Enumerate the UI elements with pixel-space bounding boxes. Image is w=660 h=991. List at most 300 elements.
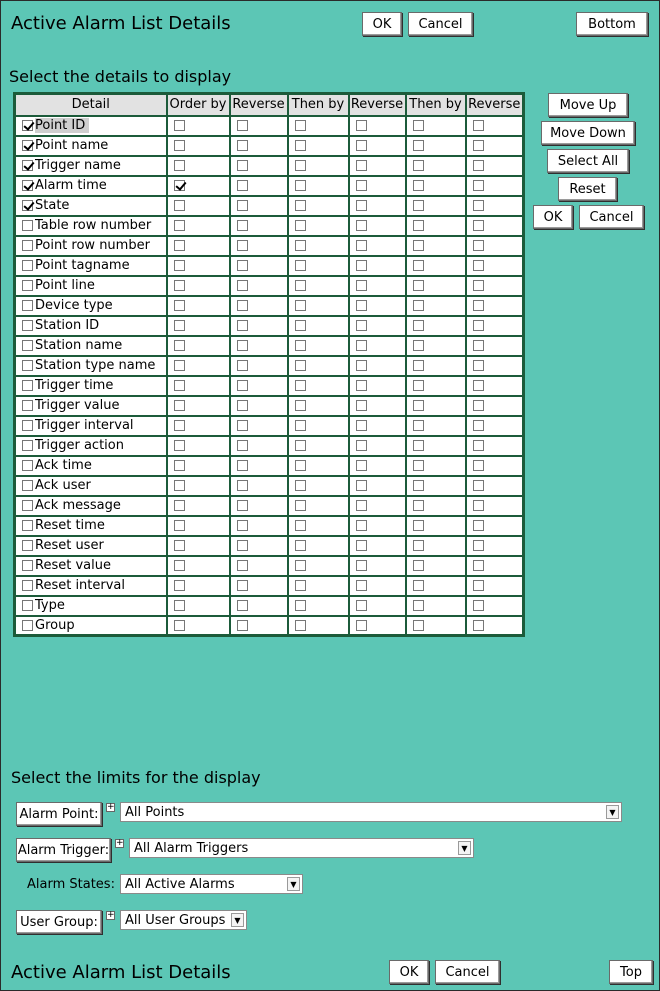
order-by-checkbox[interactable] <box>174 400 185 411</box>
then-by-2-checkbox[interactable] <box>413 180 424 191</box>
detail-checkbox[interactable] <box>22 120 33 131</box>
detail-cell <box>15 216 167 236</box>
detail-row <box>15 336 524 356</box>
reverse-3-checkbox[interactable] <box>473 460 484 471</box>
ok-button-bottom[interactable]: OK <box>389 960 429 984</box>
then-by-2-checkbox[interactable] <box>413 240 424 251</box>
reverse-3-checkbox[interactable] <box>473 440 484 451</box>
then-by-1-cell <box>288 176 349 196</box>
reverse-1-checkbox[interactable] <box>237 320 248 331</box>
reverse-2-checkbox[interactable] <box>356 380 367 391</box>
reverse-1-checkbox[interactable] <box>237 160 248 171</box>
plus-icon[interactable]: + <box>107 910 115 920</box>
cancel-button-bottom[interactable]: Cancel <box>435 960 500 984</box>
reverse-3-cell <box>466 556 524 576</box>
user-group-button[interactable]: User Group: <box>16 910 102 934</box>
reverse-1-checkbox[interactable] <box>237 220 248 231</box>
order-by-cell <box>167 216 230 236</box>
then-by-1-checkbox[interactable] <box>295 500 306 511</box>
order-by-cell <box>167 476 230 496</box>
order-by-checkbox[interactable] <box>174 600 185 611</box>
reverse-2-checkbox[interactable] <box>356 300 367 311</box>
reverse-1-checkbox[interactable] <box>237 500 248 511</box>
detail-label: Station type name <box>35 358 156 373</box>
detail-label: Alarm time <box>35 178 107 193</box>
reverse-3-checkbox[interactable] <box>473 580 484 591</box>
then-by-2-checkbox[interactable] <box>413 120 424 131</box>
then-by-1-checkbox[interactable] <box>295 240 306 251</box>
reverse-2-checkbox[interactable] <box>356 440 367 451</box>
order-by-checkbox[interactable] <box>174 380 185 391</box>
order-by-checkbox[interactable] <box>174 300 185 311</box>
order-by-checkbox[interactable] <box>174 580 185 591</box>
reverse-1-checkbox[interactable] <box>237 620 248 631</box>
reverse-3-checkbox[interactable] <box>473 480 484 491</box>
reverse-1-checkbox[interactable] <box>237 420 248 431</box>
reverse-2-checkbox[interactable] <box>356 120 367 131</box>
column-header-reverse-2: Reverse <box>349 94 406 116</box>
detail-label: Trigger value <box>35 398 120 413</box>
then-by-1-cell <box>288 616 349 636</box>
then-by-2-cell <box>406 516 466 536</box>
reverse-1-checkbox[interactable] <box>237 120 248 131</box>
reverse-1-checkbox[interactable] <box>237 560 248 571</box>
detail-checkbox[interactable] <box>22 340 33 351</box>
reverse-3-cell <box>466 596 524 616</box>
detail-cell <box>15 136 167 156</box>
reverse-2-checkbox[interactable] <box>356 200 367 211</box>
order-by-checkbox[interactable] <box>174 240 185 251</box>
detail-checkbox[interactable] <box>22 620 33 631</box>
reverse-2-cell <box>349 476 406 496</box>
reverse-2-cell <box>349 356 406 376</box>
detail-checkbox[interactable] <box>22 420 33 431</box>
detail-cell <box>15 356 167 376</box>
reverse-1-cell <box>230 436 288 456</box>
order-by-checkbox[interactable] <box>174 140 185 151</box>
detail-row <box>15 216 524 236</box>
reverse-3-cell <box>466 456 524 476</box>
reverse-3-checkbox[interactable] <box>473 400 484 411</box>
then-by-2-checkbox[interactable] <box>413 220 424 231</box>
reverse-2-cell <box>349 236 406 256</box>
detail-checkbox[interactable] <box>22 300 33 311</box>
order-by-cell <box>167 536 230 556</box>
reverse-1-cell <box>230 276 288 296</box>
reverse-2-checkbox[interactable] <box>356 400 367 411</box>
order-by-cell <box>167 356 230 376</box>
detail-row <box>15 596 524 616</box>
reverse-1-checkbox[interactable] <box>237 300 248 311</box>
order-by-checkbox[interactable] <box>174 500 185 511</box>
user-group-value: All User Groups <box>125 912 226 928</box>
alarm-trigger-value: All Alarm Triggers <box>134 840 249 856</box>
reverse-2-checkbox[interactable] <box>356 180 367 191</box>
reverse-3-cell <box>466 116 524 136</box>
detail-cell <box>15 196 167 216</box>
reverse-2-cell <box>349 276 406 296</box>
then-by-2-checkbox[interactable] <box>413 200 424 211</box>
order-by-checkbox[interactable] <box>174 180 185 191</box>
reverse-3-checkbox[interactable] <box>473 600 484 611</box>
reverse-1-checkbox[interactable] <box>237 340 248 351</box>
top-button[interactable]: Top <box>609 960 653 984</box>
detail-row <box>15 416 524 436</box>
reverse-2-checkbox[interactable] <box>356 360 367 371</box>
then-by-2-checkbox[interactable] <box>413 160 424 171</box>
reverse-3-checkbox[interactable] <box>473 420 484 431</box>
reverse-3-checkbox[interactable] <box>473 380 484 391</box>
alarm-states-select[interactable] <box>120 874 303 894</box>
detail-cell <box>15 256 167 276</box>
then-by-2-checkbox[interactable] <box>413 540 424 551</box>
reverse-1-cell <box>230 356 288 376</box>
then-by-2-cell <box>406 436 466 456</box>
alarm-trigger-select[interactable] <box>129 838 474 858</box>
detail-cell <box>15 416 167 436</box>
order-by-checkbox[interactable] <box>174 540 185 551</box>
detail-checkbox[interactable] <box>22 320 33 331</box>
reverse-3-checkbox[interactable] <box>473 300 484 311</box>
then-by-1-checkbox[interactable] <box>295 160 306 171</box>
then-by-1-checkbox[interactable] <box>295 260 306 271</box>
then-by-2-cell <box>406 456 466 476</box>
then-by-1-cell <box>288 596 349 616</box>
reverse-2-checkbox[interactable] <box>356 460 367 471</box>
order-by-checkbox[interactable] <box>174 160 185 171</box>
reverse-2-checkbox[interactable] <box>356 560 367 571</box>
order-by-cell <box>167 596 230 616</box>
detail-checkbox[interactable] <box>22 440 33 451</box>
reverse-1-cell <box>230 556 288 576</box>
detail-label: Point name <box>35 138 109 153</box>
order-by-checkbox[interactable] <box>174 120 185 131</box>
then-by-1-checkbox[interactable] <box>295 400 306 411</box>
order-by-checkbox[interactable] <box>174 620 185 631</box>
bottom-button[interactable]: Bottom <box>576 12 648 36</box>
reverse-2-cell <box>349 336 406 356</box>
then-by-1-checkbox[interactable] <box>295 600 306 611</box>
then-by-2-cell <box>406 196 466 216</box>
reverse-1-cell <box>230 456 288 476</box>
reverse-2-cell <box>349 156 406 176</box>
then-by-1-checkbox[interactable] <box>295 520 306 531</box>
reverse-3-checkbox[interactable] <box>473 220 484 231</box>
then-by-1-cell <box>288 576 349 596</box>
reverse-3-checkbox[interactable] <box>473 240 484 251</box>
reverse-1-checkbox[interactable] <box>237 520 248 531</box>
detail-label: Reset value <box>35 558 111 573</box>
order-by-checkbox[interactable] <box>174 520 185 531</box>
then-by-2-cell <box>406 556 466 576</box>
then-by-2-checkbox[interactable] <box>413 580 424 591</box>
then-by-1-cell <box>288 196 349 216</box>
reverse-1-checkbox[interactable] <box>237 440 248 451</box>
order-by-checkbox[interactable] <box>174 220 185 231</box>
order-by-cell <box>167 456 230 476</box>
then-by-1-checkbox[interactable] <box>295 220 306 231</box>
reverse-3-checkbox[interactable] <box>473 140 484 151</box>
then-by-2-checkbox[interactable] <box>413 620 424 631</box>
detail-checkbox[interactable] <box>22 460 33 471</box>
reverse-1-checkbox[interactable] <box>237 360 248 371</box>
then-by-2-checkbox[interactable] <box>413 440 424 451</box>
detail-checkbox[interactable] <box>22 400 33 411</box>
detail-row <box>15 456 524 476</box>
reverse-1-checkbox[interactable] <box>237 600 248 611</box>
reverse-3-checkbox[interactable] <box>473 320 484 331</box>
reverse-3-checkbox[interactable] <box>473 120 484 131</box>
reverse-3-checkbox[interactable] <box>473 260 484 271</box>
detail-checkbox[interactable] <box>22 360 33 371</box>
then-by-2-checkbox[interactable] <box>413 560 424 571</box>
then-by-1-checkbox[interactable] <box>295 540 306 551</box>
alarm-point-select[interactable] <box>120 802 622 822</box>
order-by-checkbox[interactable] <box>174 480 185 491</box>
then-by-2-checkbox[interactable] <box>413 520 424 531</box>
reverse-3-checkbox[interactable] <box>473 360 484 371</box>
then-by-2-cell <box>406 236 466 256</box>
alarm-trigger-button[interactable]: Alarm Trigger: <box>16 838 111 862</box>
then-by-2-checkbox[interactable] <box>413 140 424 151</box>
then-by-2-cell <box>406 116 466 136</box>
reverse-3-checkbox[interactable] <box>473 620 484 631</box>
then-by-1-checkbox[interactable] <box>295 560 306 571</box>
reverse-2-checkbox[interactable] <box>356 540 367 551</box>
reverse-1-checkbox[interactable] <box>237 480 248 491</box>
detail-checkbox[interactable] <box>22 260 33 271</box>
then-by-1-checkbox[interactable] <box>295 320 306 331</box>
detail-checkbox[interactable] <box>22 160 33 171</box>
reverse-2-checkbox[interactable] <box>356 480 367 491</box>
order-by-checkbox[interactable] <box>174 280 185 291</box>
detail-row <box>15 516 524 536</box>
order-by-checkbox[interactable] <box>174 360 185 371</box>
then-by-1-checkbox[interactable] <box>295 440 306 451</box>
detail-cell <box>15 436 167 456</box>
order-by-checkbox[interactable] <box>174 440 185 451</box>
then-by-1-checkbox[interactable] <box>295 180 306 191</box>
detail-row <box>15 176 524 196</box>
select-all-button[interactable]: Select All <box>547 149 629 173</box>
ok-button-top[interactable]: OK <box>362 12 402 36</box>
reverse-3-checkbox[interactable] <box>473 200 484 211</box>
detail-row <box>15 236 524 256</box>
order-by-checkbox[interactable] <box>174 340 185 351</box>
then-by-1-checkbox[interactable] <box>295 360 306 371</box>
detail-label: Point ID <box>35 118 89 133</box>
reverse-1-checkbox[interactable] <box>237 240 248 251</box>
then-by-1-checkbox[interactable] <box>295 300 306 311</box>
then-by-2-checkbox[interactable] <box>413 380 424 391</box>
reverse-1-cell <box>230 236 288 256</box>
then-by-2-cell <box>406 176 466 196</box>
order-by-checkbox[interactable] <box>174 260 185 271</box>
reverse-1-checkbox[interactable] <box>237 140 248 151</box>
then-by-2-checkbox[interactable] <box>413 500 424 511</box>
order-by-checkbox[interactable] <box>174 200 185 211</box>
reverse-1-checkbox[interactable] <box>237 540 248 551</box>
order-by-checkbox[interactable] <box>174 320 185 331</box>
reverse-2-checkbox[interactable] <box>356 160 367 171</box>
then-by-2-checkbox[interactable] <box>413 600 424 611</box>
detail-checkbox[interactable] <box>22 580 33 591</box>
then-by-1-checkbox[interactable] <box>295 580 306 591</box>
reverse-2-checkbox[interactable] <box>356 600 367 611</box>
reverse-1-checkbox[interactable] <box>237 380 248 391</box>
user-group-select[interactable] <box>120 910 247 930</box>
then-by-1-checkbox[interactable] <box>295 620 306 631</box>
then-by-2-cell <box>406 616 466 636</box>
reverse-3-checkbox[interactable] <box>473 500 484 511</box>
detail-checkbox[interactable] <box>22 140 33 151</box>
order-by-checkbox[interactable] <box>174 420 185 431</box>
then-by-2-cell <box>406 316 466 336</box>
detail-label: Station ID <box>35 318 100 333</box>
alarm-point-button[interactable]: Alarm Point: <box>16 802 102 826</box>
detail-checkbox[interactable] <box>22 600 33 611</box>
plus-icon[interactable]: + <box>107 802 115 812</box>
reverse-3-cell <box>466 476 524 496</box>
reverse-2-cell <box>349 556 406 576</box>
cancel-button-side[interactable]: Cancel <box>579 205 644 229</box>
plus-icon[interactable]: + <box>116 838 124 848</box>
reverse-3-checkbox[interactable] <box>473 540 484 551</box>
reverse-2-checkbox[interactable] <box>356 140 367 151</box>
then-by-2-checkbox[interactable] <box>413 480 424 491</box>
detail-checkbox[interactable] <box>22 540 33 551</box>
then-by-1-checkbox[interactable] <box>295 120 306 131</box>
detail-checkbox[interactable] <box>22 220 33 231</box>
detail-checkbox[interactable] <box>22 500 33 511</box>
detail-checkbox[interactable] <box>22 240 33 251</box>
reverse-2-checkbox[interactable] <box>356 260 367 271</box>
reverse-3-cell <box>466 236 524 256</box>
column-header-reverse-3: Reverse <box>466 94 524 116</box>
then-by-1-checkbox[interactable] <box>295 340 306 351</box>
reverse-3-checkbox[interactable] <box>473 340 484 351</box>
detail-cell <box>15 376 167 396</box>
page-title: Active Alarm List Details <box>11 13 231 34</box>
reverse-2-checkbox[interactable] <box>356 620 367 631</box>
detail-label: Ack time <box>35 458 92 473</box>
order-by-cell <box>167 416 230 436</box>
reverse-2-checkbox[interactable] <box>356 220 367 231</box>
reverse-3-cell <box>466 536 524 556</box>
reverse-1-checkbox[interactable] <box>237 460 248 471</box>
detail-checkbox[interactable] <box>22 520 33 531</box>
reverse-1-checkbox[interactable] <box>237 180 248 191</box>
reset-button[interactable]: Reset <box>558 177 617 201</box>
then-by-2-checkbox[interactable] <box>413 300 424 311</box>
order-by-cell <box>167 376 230 396</box>
detail-checkbox[interactable] <box>22 280 33 291</box>
detail-checkbox[interactable] <box>22 180 33 191</box>
reverse-2-checkbox[interactable] <box>356 340 367 351</box>
ok-button-side[interactable]: OK <box>533 205 573 229</box>
detail-checkbox[interactable] <box>22 480 33 491</box>
reverse-1-checkbox[interactable] <box>237 580 248 591</box>
then-by-1-cell <box>288 476 349 496</box>
detail-label: Point line <box>35 278 95 293</box>
move-down-button[interactable]: Move Down <box>541 121 635 145</box>
reverse-2-checkbox[interactable] <box>356 320 367 331</box>
reverse-2-checkbox[interactable] <box>356 520 367 531</box>
reverse-1-cell <box>230 196 288 216</box>
reverse-2-cell <box>349 396 406 416</box>
then-by-1-cell <box>288 456 349 476</box>
reverse-2-checkbox[interactable] <box>356 420 367 431</box>
cancel-button-top[interactable]: Cancel <box>408 12 473 36</box>
alarm-states-value: All Active Alarms <box>125 876 235 892</box>
then-by-2-checkbox[interactable] <box>413 340 424 351</box>
move-up-button[interactable]: Move Up <box>548 93 628 117</box>
reverse-1-checkbox[interactable] <box>237 260 248 271</box>
reverse-1-checkbox[interactable] <box>237 200 248 211</box>
reverse-3-cell <box>466 336 524 356</box>
detail-cell <box>15 276 167 296</box>
reverse-3-checkbox[interactable] <box>473 520 484 531</box>
then-by-1-checkbox[interactable] <box>295 280 306 291</box>
detail-label: Trigger action <box>35 438 124 453</box>
detail-checkbox[interactable] <box>22 380 33 391</box>
detail-cell <box>15 576 167 596</box>
then-by-2-cell <box>406 576 466 596</box>
order-by-cell <box>167 436 230 456</box>
then-by-1-checkbox[interactable] <box>295 200 306 211</box>
then-by-2-checkbox[interactable] <box>413 320 424 331</box>
reverse-1-checkbox[interactable] <box>237 400 248 411</box>
reverse-1-cell <box>230 416 288 436</box>
then-by-1-checkbox[interactable] <box>295 480 306 491</box>
reverse-3-checkbox[interactable] <box>473 160 484 171</box>
reverse-3-checkbox[interactable] <box>473 280 484 291</box>
then-by-2-checkbox[interactable] <box>413 280 424 291</box>
detail-checkbox[interactable] <box>22 560 33 571</box>
reverse-2-checkbox[interactable] <box>356 580 367 591</box>
then-by-1-checkbox[interactable] <box>295 420 306 431</box>
reverse-3-checkbox[interactable] <box>473 560 484 571</box>
detail-row <box>15 356 524 376</box>
then-by-2-checkbox[interactable] <box>413 260 424 271</box>
then-by-2-checkbox[interactable] <box>413 460 424 471</box>
then-by-2-checkbox[interactable] <box>413 420 424 431</box>
reverse-2-checkbox[interactable] <box>356 500 367 511</box>
then-by-2-checkbox[interactable] <box>413 400 424 411</box>
reverse-1-checkbox[interactable] <box>237 280 248 291</box>
then-by-2-checkbox[interactable] <box>413 360 424 371</box>
then-by-1-checkbox[interactable] <box>295 140 306 151</box>
order-by-checkbox[interactable] <box>174 460 185 471</box>
reverse-2-checkbox[interactable] <box>356 280 367 291</box>
then-by-1-cell <box>288 276 349 296</box>
then-by-2-cell <box>406 396 466 416</box>
detail-row <box>15 476 524 496</box>
detail-cell <box>15 116 167 136</box>
detail-cell <box>15 476 167 496</box>
order-by-checkbox[interactable] <box>174 560 185 571</box>
column-header-then-by-2: Then by <box>406 94 466 116</box>
then-by-1-checkbox[interactable] <box>295 460 306 471</box>
detail-label: Ack message <box>35 498 121 513</box>
detail-row <box>15 556 524 576</box>
detail-checkbox[interactable] <box>22 200 33 211</box>
reverse-2-checkbox[interactable] <box>356 240 367 251</box>
details-heading: Select the details to display <box>9 67 232 86</box>
reverse-2-cell <box>349 216 406 236</box>
reverse-3-checkbox[interactable] <box>473 180 484 191</box>
then-by-1-checkbox[interactable] <box>295 380 306 391</box>
